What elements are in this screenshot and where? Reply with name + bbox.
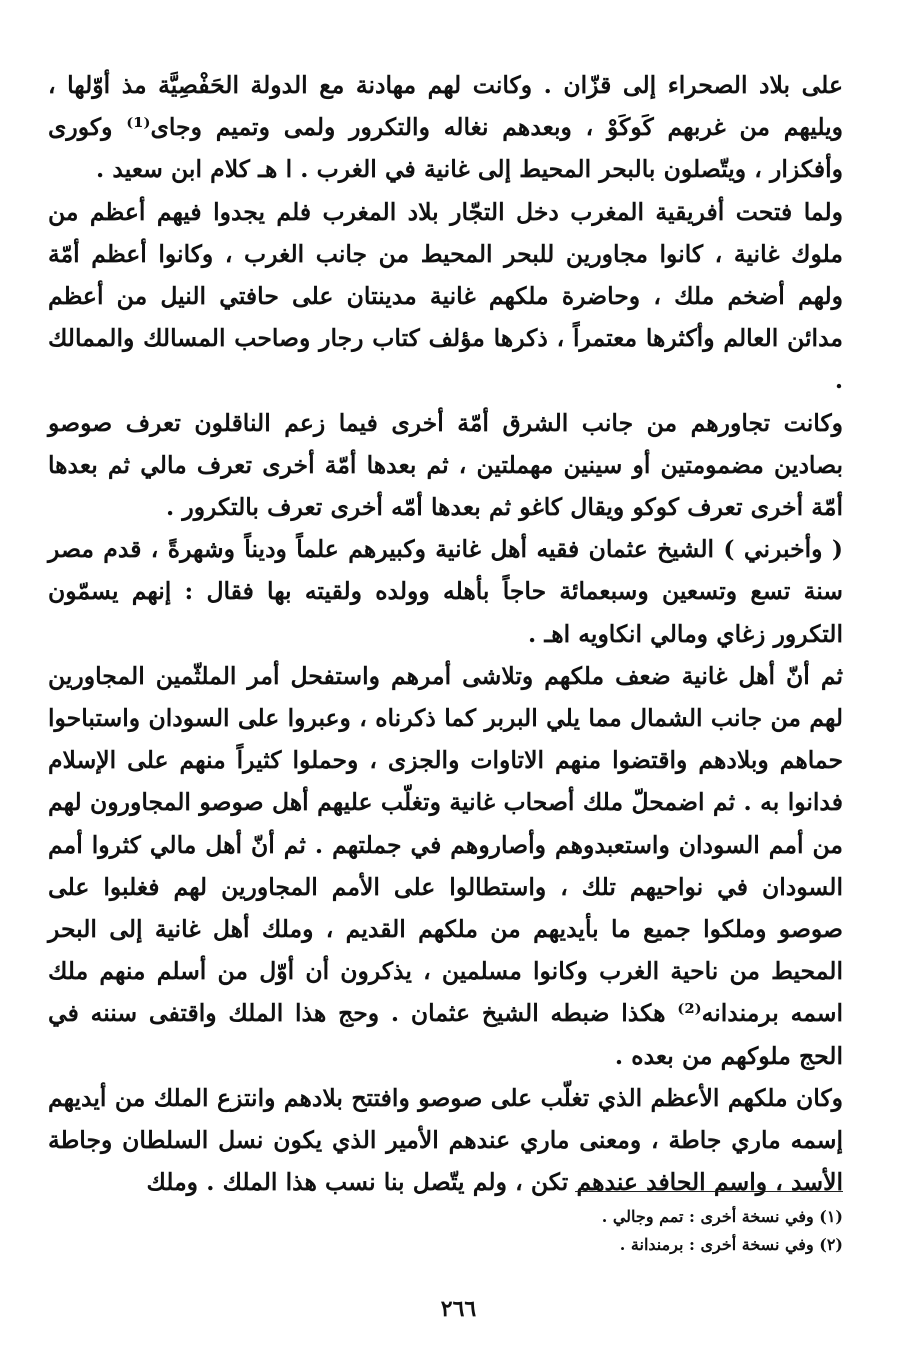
footnote-divider — [575, 1191, 843, 1192]
paragraph: ( وأخبرني ) الشيخ عثمان فقيه أهل غانية وكبيرهم علماً وديناً وشهرةً ، قدم مصر سنة تسع وتسعين وسبعمائة حاجاً بأهله وولده ولقيته بها فقال : إنهم يسمّون التكرور زغاي ومالي انكاويه اهـ . — [48, 535, 843, 648]
main-text — [48, 64, 843, 1203]
footnote: (١) وفي نسخة أخرى : تمم وجالي . — [601, 1207, 843, 1226]
paragraph: ثم أنّ أهل غانية ضعف ملكهم وتلاشى أمرهم واستفحل أمر الملثّمين المجاورين لهم من جانب الشمال مما يلي البربر كما ذكرناه ، وعبروا على السودان واستباحوا حماهم وبلادهم واقتضوا منهم الاتاوات والجزى ، وحملوا كثيراً منهم على الإسلام فدانوا به . ثم اضمحلّ ملك أصحاب غانية وتغلّب عليهم أهل صوصو المجاورون لهم من أمم السودان واستعبدوهم وأصاروهم في جملتهم . ثم أنّ أهل مالي كثروا أمم السودان في نواحيهم تلك ، واستطالوا على الأمم المجاورين لهم فغلبوا على صوصو وملكوا جميع ما بأيديهم من ملكهم القديم ، وملك أهل غانية إلى البحر المحيط من ناحية الغرب وكانوا مسلمين ، يذكرون أن أوّل من أسلم منهم ملك اسمه برمندانه⁽²⁾ هكذا ضبطه الشيخ عثمان . وحج هذا الملك واقتفى سننه في الحج ملوكهم من بعده . — [48, 661, 844, 1070]
paragraph: وكانت تجاورهم من جانب الشرق أمّة أخرى فيما زعم الناقلون تعرف صوصو بصادين مضمومتين أو سينين مهملتين ، ثم بعدها أمّة أخرى تعرف مالي ثم بعدها أمّة أخرى تعرف كوكو ويقال كاغو ثم بعدها أمّه أخرى تعرف بالتكرور . — [48, 408, 843, 522]
footnote: (٢) وفي نسخة أخرى : برمندانة . — [619, 1235, 843, 1254]
paragraph: على بلاد الصحراء إلى قزّان . وكانت لهم مهادنة مع الدولة الحَفْصِيَّة مذ أوّلها ، ويليهم من غربهم كَوكَوْ ، وبعدهم نغاله والتكرور ولمى وتميم وجاى⁽¹⁾ وكورى وأفكزار ، ويتّصلون بالبحر المحيط إلى غانية في الغرب . ا هـ كلام ابن سعيد . — [48, 71, 843, 184]
paragraph: وكان ملكهم الأعظم الذي تغلّب على صوصو وافتتح بلادهم وانتزع الملك من أيديهم إسمه ماري جاطة ، ومعنى ماري عندهم الأمير الذي يكون نسل السلطان وجاطة الأسد ، واسم الحافد عندهم تكن ، ولم يتّصل بنا نسب هذا الملك . وملك — [48, 1083, 843, 1197]
page-number: ٢٦٦ — [440, 1296, 477, 1322]
paragraph: ولما فتحت أفريقية المغرب دخل التجّار بلاد المغرب فلم يجدوا فيهم أعظم من ملوك غانية ، كانوا مجاورين للبحر المحيط من جانب الغرب ، وكانوا أعظم أمّة ولهم أضخم ملك ، وحاضرة ملكهم غانية مدينتان على حافتي النيل من أعظم مدائن العالم وأكثرها معتمراً ، ذكرها مؤلف كتاب رجار وصاحب المسالك والممالك . — [48, 197, 843, 395]
footnotes — [300, 1203, 843, 1259]
